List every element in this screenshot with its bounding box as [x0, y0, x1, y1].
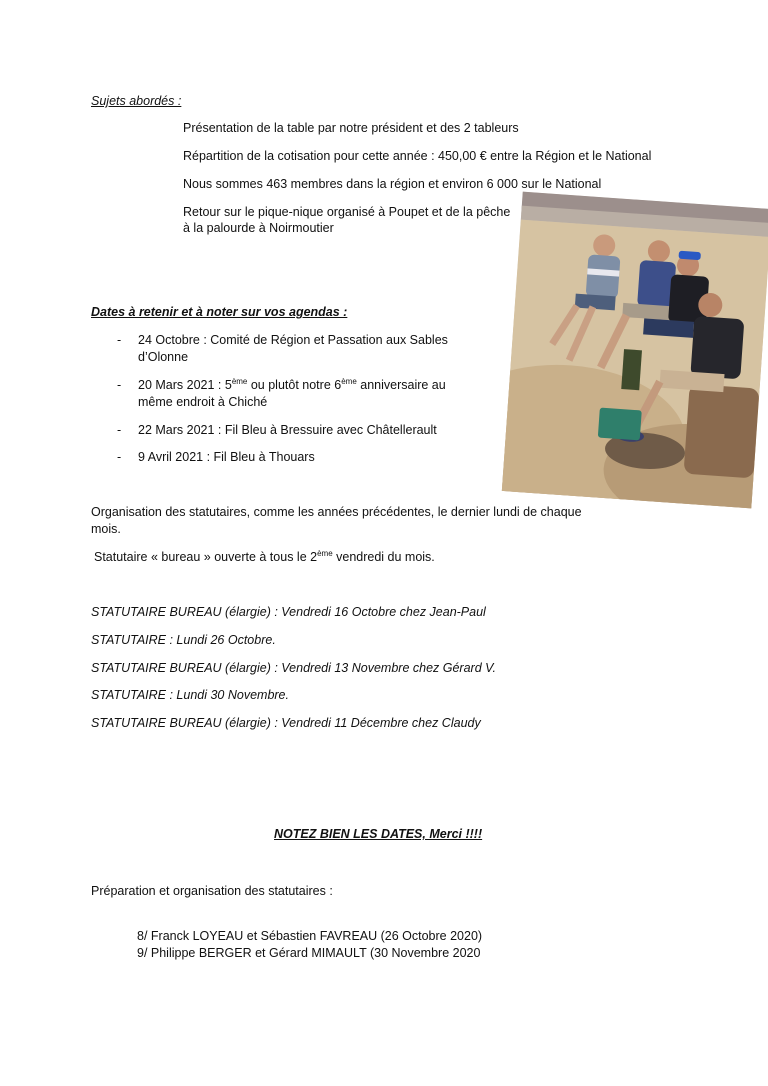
sujet-item: à la palourde à Noirmoutier [183, 221, 334, 235]
organisation-line2: mois. [91, 522, 121, 536]
schedule-item: STATUTAIRE BUREAU (élargie) : Vendredi 16 Octobre chez Jean-Paul [91, 605, 486, 619]
bullet-dash: - [117, 378, 122, 392]
date-item-3: 22 Mars 2021 : Fil Bleu à Bressuire avec Châtellerault [138, 423, 437, 437]
sujet-item: Nous sommes 463 membres dans la région et environ 6 000 sur le National [183, 177, 602, 191]
bullet-dash: - [117, 423, 122, 437]
date-item-4: 9 Avril 2021 : Fil Bleu à Thouars [138, 450, 315, 464]
preparation-item: 9/ Philippe BERGER et Gérard MIMAULT (30 Novembre 2020 [137, 946, 481, 960]
sujets-heading: Sujets abordés : [91, 94, 182, 108]
sujet-item: Présentation de la table par notre président et des 2 tableurs [183, 121, 519, 135]
sujet-item: Retour sur le pique-nique organisé à Poupet et de la pêche [183, 205, 511, 219]
bullet-dash: - [117, 450, 122, 464]
bureau-note: Statutaire « bureau » ouverte à tous le 2ème vendredi du mois. [94, 548, 435, 564]
schedule-item: STATUTAIRE : Lundi 30 Novembre. [91, 688, 289, 702]
beach-group-photo [502, 192, 768, 509]
schedule-item: STATUTAIRE : Lundi 26 Octobre. [91, 633, 276, 647]
preparation-item: 8/ Franck LOYEAU et Sébastien FAVREAU (26 Octobre 2020) [137, 929, 483, 943]
notez-heading: NOTEZ BIEN LES DATES, Merci !!!! [274, 827, 483, 841]
preparation-heading: Préparation et organisation des statutaires : [91, 884, 333, 898]
sujet-item: Répartition de la cotisation pour cette année : 450,00 € entre la Région et le National [183, 149, 652, 163]
date-item-2-line1: 20 Mars 2021 : 5ème ou plutôt notre 6ème anniversaire au [138, 376, 446, 392]
schedule-item: STATUTAIRE BUREAU (élargie) : Vendredi 13 Novembre chez Gérard V. [91, 661, 496, 675]
schedule-item: STATUTAIRE BUREAU (élargie) : Vendredi 11 Décembre chez Claudy [91, 716, 481, 730]
date-item-1-line1: 24 Octobre : Comité de Région et Passation aux Sables [138, 333, 448, 347]
date-item-1-line2: d’Olonne [138, 350, 189, 364]
date-item-2-line2: même endroit à Chiché [138, 395, 268, 409]
bullet-dash: - [117, 333, 122, 347]
beach-group-illustration [502, 192, 768, 509]
dates-heading: Dates à retenir et à noter sur vos agendas : [91, 305, 348, 319]
organisation-line1: Organisation des statutaires, comme les années précédentes, le dernier lundi de chaque [91, 505, 582, 519]
